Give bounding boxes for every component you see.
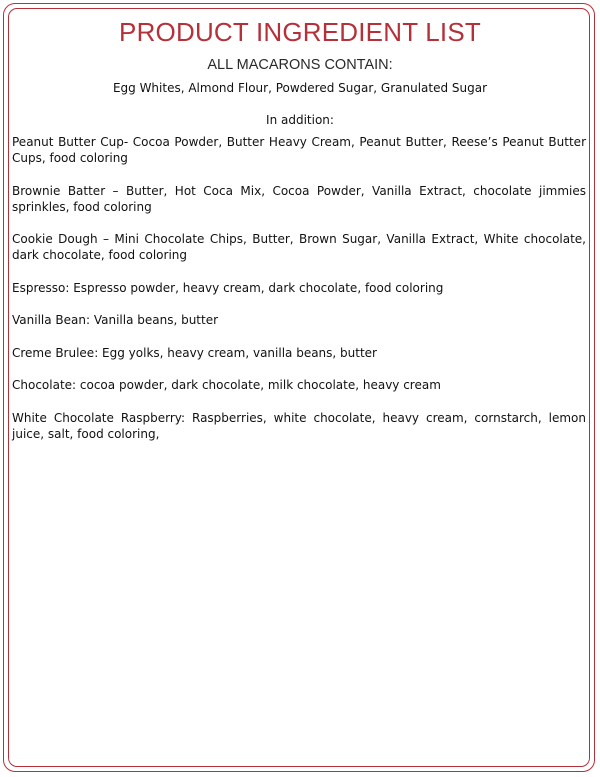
flavor-white-chocolate-raspberry: White Chocolate Raspberry: Raspberries, white chocolate, heavy cream, cornstarch, lemon juice, salt, food coloring,: [12, 410, 586, 441]
base-ingredients: Egg Whites, Almond Flour, Powdered Sugar, Granulated Sugar: [112, 81, 488, 95]
page-title: PRODUCT INGREDIENT LIST: [119, 17, 481, 47]
flavor-list: [12, 134, 586, 458]
flavor-vanilla-bean: Vanilla Bean: Vanilla beans, butter: [12, 313, 219, 327]
flavor-creme-brulee: Creme Brulee: Egg yolks, heavy cream, vanilla beans, butter: [12, 345, 377, 360]
addition-label: In addition:: [266, 113, 334, 127]
flavor-cookie-dough: Cookie Dough – Mini Chocolate Chips, Butter, Brown Sugar, Vanilla Extract, White chocolate, dark chocolate, food coloring: [12, 232, 586, 262]
flavor-espresso: Espresso: Espresso powder, heavy cream, dark chocolate, food coloring: [12, 280, 444, 295]
flavor-chocolate: Chocolate: cocoa powder, dark chocolate, milk chocolate, heavy cream: [12, 378, 441, 392]
subtitle: ALL MACARONS CONTAIN:: [207, 57, 393, 73]
flavor-brownie-batter: Brownie Batter – Butter, Hot Coca Mix, Cocoa Powder, Vanilla Extract, chocolate jimmies sprinkles, food coloring: [12, 183, 586, 214]
flavor-peanut-butter-cup: Peanut Butter Cup- Cocoa Powder, Butter Heavy Cream, Peanut Butter, Reese’s Peanut Butter Cups, food coloring: [12, 135, 586, 165]
